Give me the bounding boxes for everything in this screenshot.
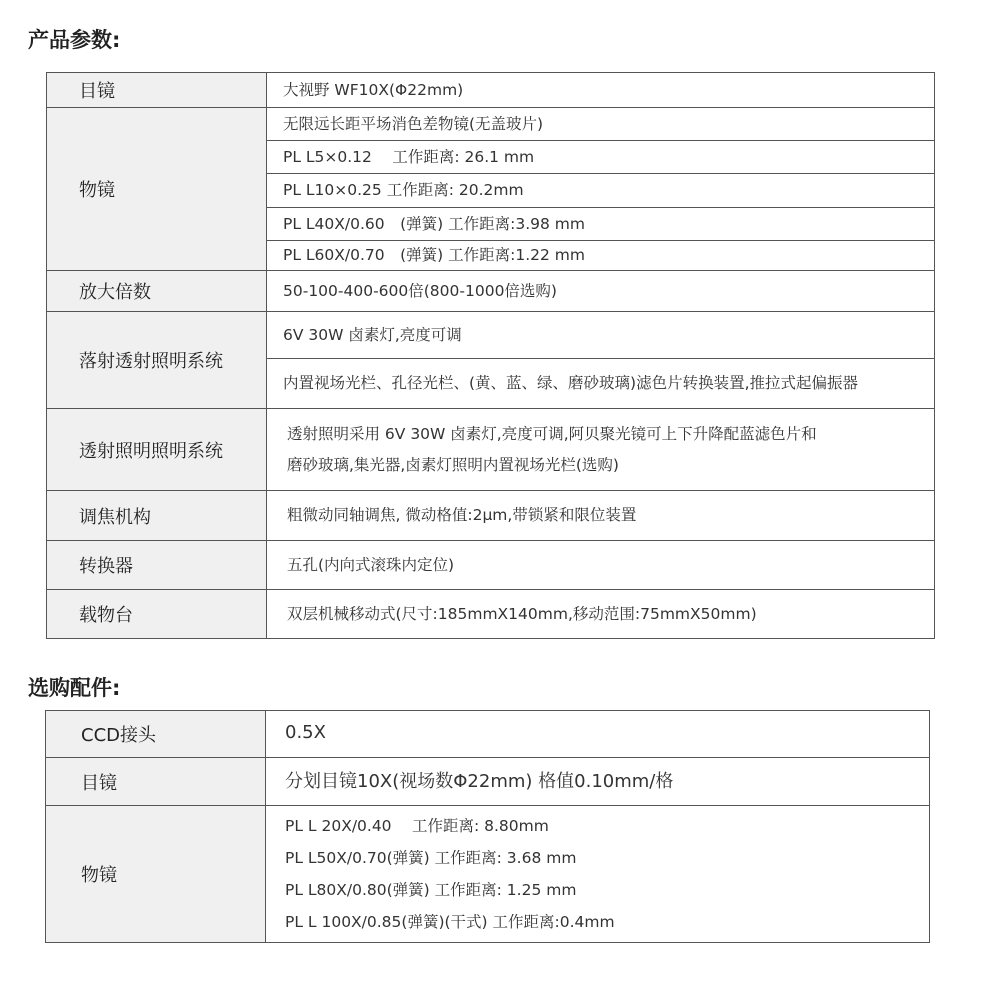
row-value: PL L10×0.25 工作距离: 20.2mm bbox=[267, 174, 934, 208]
row-label: 落射透射照明系统 bbox=[47, 312, 267, 409]
row-value: PL L60X/0.70 (弹簧) 工作距离:1.22 mm bbox=[267, 241, 934, 271]
accessories-table bbox=[45, 710, 930, 943]
row-value: 分划目镜10X(视场数Φ22mm) 格值0.10mm/格 bbox=[266, 758, 929, 806]
value-line: 透射照明采用 6V 30W 卤素灯,亮度可调,阿贝聚光镜可上下升降配蓝滤色片和 bbox=[287, 424, 817, 443]
row-label: 载物台 bbox=[47, 590, 267, 638]
row-value: 五孔(内向式滚珠内定位) bbox=[267, 541, 934, 590]
row-value: 50-100-400-600倍(800-1000倍选购) bbox=[267, 271, 934, 312]
section-title-accessories: 选购配件: bbox=[28, 676, 121, 700]
value-line: PL L 100X/0.85(弹簧)(干式) 工作距离:0.4mm bbox=[285, 913, 615, 931]
row-label: 目镜 bbox=[46, 758, 266, 806]
row-label: 放大倍数 bbox=[47, 271, 267, 312]
row-label: 物镜 bbox=[47, 108, 267, 271]
value-line: PL L80X/0.80(弹簧) 工作距离: 1.25 mm bbox=[285, 881, 577, 899]
row-value: 无限远长距平场消色差物镜(无盖玻片) bbox=[267, 108, 934, 141]
value-line: PL L 20X/0.40 工作距离: 8.80mm bbox=[285, 817, 549, 835]
row-value: 双层机械移动式(尺寸:185mmX140mm,移动范围:75mmX50mm) bbox=[287, 604, 757, 623]
value-line: 磨砂玻璃,集光器,卤素灯照明内置视场光栏(选购) bbox=[287, 455, 619, 474]
row-value bbox=[266, 806, 929, 942]
row-label: 调焦机构 bbox=[47, 491, 267, 541]
row-value: 6V 30W 卤素灯,亮度可调 bbox=[267, 312, 934, 359]
row-value bbox=[267, 409, 934, 491]
row-label: 物镜 bbox=[46, 806, 266, 942]
row-value: PL L5×0.12 工作距离: 26.1 mm bbox=[267, 141, 934, 174]
section-title-specs: 产品参数: bbox=[28, 28, 121, 52]
row-value: 0.5X bbox=[266, 711, 929, 758]
row-label: 转换器 bbox=[47, 541, 267, 590]
row-value: 大视野 WF10X(Φ22mm) bbox=[267, 73, 934, 108]
row-label: CCD接头 bbox=[46, 711, 266, 758]
row-value: 内置视场光栏、孔径光栏、(黄、蓝、绿、磨砂玻璃)滤色片转换装置,推拉式起偏振器 bbox=[267, 359, 934, 409]
row-value: 粗微动同轴调焦, 微动格值:2μm,带锁紧和限位装置 bbox=[267, 491, 934, 541]
value-line: PL L50X/0.70(弹簧) 工作距离: 3.68 mm bbox=[285, 849, 577, 867]
specs-table bbox=[46, 72, 935, 639]
row-label: 目镜 bbox=[47, 73, 267, 108]
row-value: PL L40X/0.60 (弹簧) 工作距离:3.98 mm bbox=[267, 208, 934, 241]
row-label: 透射照明照明系统 bbox=[47, 409, 267, 491]
